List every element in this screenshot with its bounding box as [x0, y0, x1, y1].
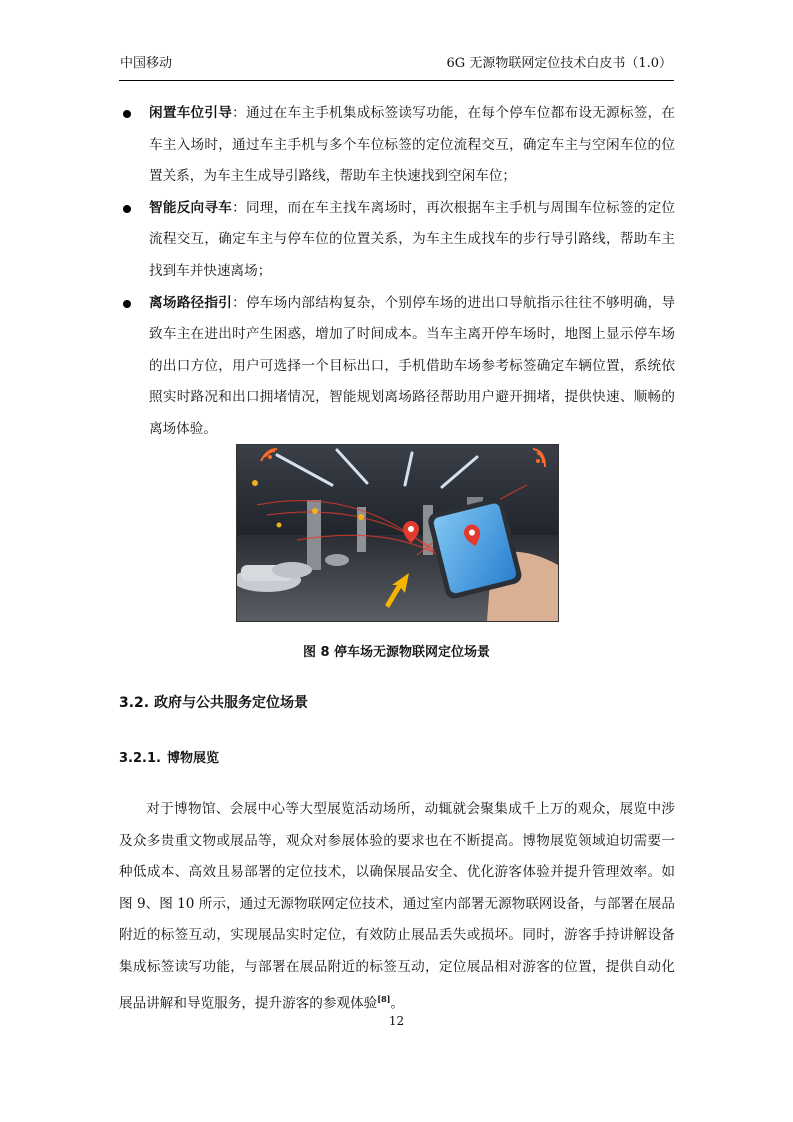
header-left: 中国移动 — [120, 56, 173, 71]
figure-caption: 图 8 停车场无源物联网定位场景 — [302, 645, 491, 660]
bullet-separator: ： — [232, 199, 246, 216]
parking-lot-illustration — [237, 445, 558, 621]
bullet-dot-icon — [123, 300, 131, 308]
body-paragraph — [119, 794, 675, 1020]
bullet-text: 同理，而在车主找车离场时，再次根据车主手机与周围车位标签的定位流程交互，确定车主与停车位的位置关系，为车主生成找车的步行导引路线，帮助车主找到车并快速离场； — [149, 199, 676, 279]
citation-marker: [8] — [377, 993, 391, 1004]
bullet-item — [119, 193, 675, 288]
bullet-text: 通过在车主手机集成标签读写功能，在每个停车位都布设无源标签，在车主入场时，通过车主手机与多个车位标签的定位流程交互，确定车主与空闲车位的位置关系，为车主生成导引路线，帮助车主快速找到空闲车位； — [149, 105, 676, 185]
subsection-title: 博物展览 — [167, 751, 220, 766]
bullet-keyword: 闲置车位引导 — [149, 105, 233, 121]
page-number: 12 — [388, 1014, 405, 1028]
parking-lot-figure — [236, 444, 559, 622]
subsection-heading — [119, 747, 219, 766]
header-divider — [119, 80, 674, 81]
bullet-separator: ： — [232, 105, 246, 121]
bullet-dot-icon — [123, 110, 131, 118]
bullet-text: 停车场内部结构复杂，个别停车场的进出口导航指示往往不够明确，导致车主在进出时产生困惑，增加了时间成本。当车主离开停车场时，地图上显示停车场的出口方位，用户可选择一个目标出口，手机借助车场参考标签确定车辆位置，系统依照实时路况和出口拥堵情况，智能规划离场路径帮助用户避开拥堵，提供快速、顺畅的离场体验。 — [149, 294, 676, 437]
bullet-keyword: 智能反向寻车 — [149, 199, 233, 216]
bullet-item — [119, 288, 675, 446]
bullet-item — [119, 98, 675, 193]
header-right: 6G 无源物联网定位技术白皮书（1.0） — [446, 56, 672, 71]
subsection-number: 3.2.1. — [119, 751, 161, 766]
bullet-dot-icon — [123, 205, 131, 213]
paragraph-text: 对于博物馆、会展中心等大型展览活动场所，动辄就会聚集成千上万的观众，展览中涉及众多贵重文物或展品等，观众对参展体验的要求也在不断提高。博物展览领域迫切需要一种低成本、高效且易部署的定位技术，以确保展品安全、优化游客体验并提升管理效率。如图 9、图 10 所示，通过无源物联网定位技术，通过室内部署无源物联网设备，与部署在展品附近的标签互动，实现展品实时定位，有效防止展品丢失或损坏。同时，游客手持讲解设备集成标签读写功能，与部署在展品附近的标签互动，定位展品相对游客的位置，提供自动化展品讲解和导览服务，提升游客的参观体验 — [119, 801, 675, 1012]
bullet-separator: ： — [232, 294, 246, 311]
bullet-keyword: 离场路径指引 — [149, 294, 233, 311]
paragraph-end: 。 — [390, 995, 405, 1012]
section-heading: 3.2. 政府与公共服务定位场景 — [119, 695, 308, 711]
bullet-list — [119, 98, 675, 446]
